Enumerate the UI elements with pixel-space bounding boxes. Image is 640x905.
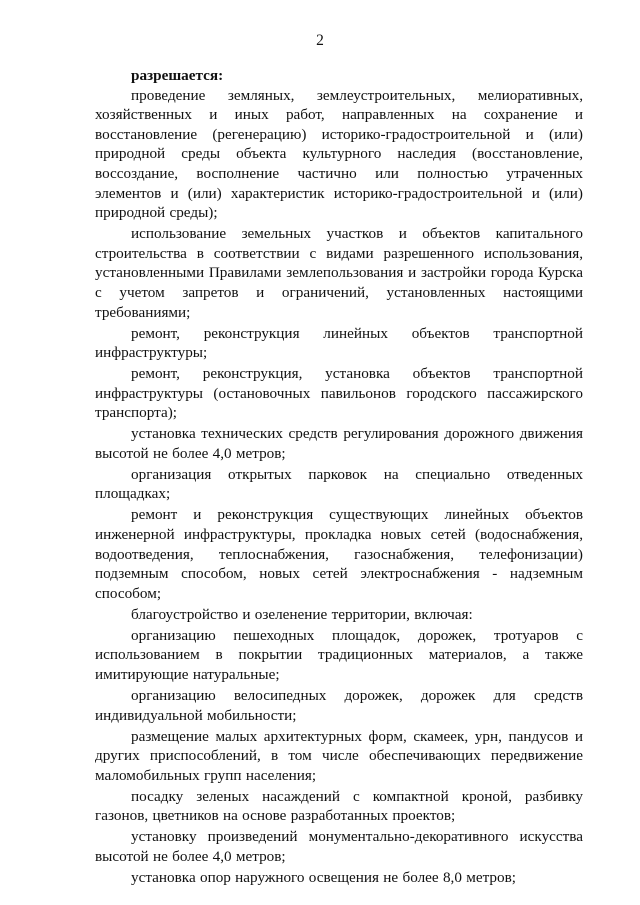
paragraph-lighting-poles: установка опор наружного освещения не более 8,0 метров; [131,868,516,886]
paragraph-open-parking: организация открытых парковок на специально отведенных площадках; [95,465,583,503]
paragraph-monumental-art: установку произведений монументально-декоративного искусства высотой не более 4,0 метров; [95,828,583,865]
document-body [95,66,583,889]
section-heading: разрешается: [131,67,224,84]
paragraph-green-plantings: посадку зеленых насаждений с компактной кроной, разбивку газонов, цветников на основе разработанных проектов; [95,787,583,825]
paragraph-small-architectural-forms: размещение малых архитектурных форм, скамеек, урн, пандусов и других приспособлений, в том числе обеспечивающих передвижение маломобильных групп населения; [95,727,583,784]
paragraph-traffic-control-devices: установка технических средств регулирования дорожного движения высотой не более 4,0 метров; [95,425,583,462]
page-number: 2 [316,32,324,49]
paragraph-landscaping-intro: благоустройство и озеленение территории, включая: [131,605,473,623]
paragraph-bicycle-paths: организацию велосипедных дорожек, дорожек для средств индивидуальной мобильности; [95,686,583,724]
paragraph-transport-pavilions: ремонт, реконструкция, установка объектов транспортной инфраструктуры (остановочных павильонов городского пассажирского транспорта); [95,365,583,422]
paragraph-engineering-networks: ремонт и реконструкция существующих линейных объектов инженерной инфраструктуры, прокладка новых сетей (водоснабжения, водоотведения, теплоснабжения, газоснабжения, телефонизации) подземным способом, новых сетей электроснабжения - надземным способом; [95,506,583,602]
paragraph-linear-transport-repair: ремонт, реконструкция линейных объектов транспортной инфраструктуры; [95,324,583,362]
paragraph-pedestrian-areas: организацию пешеходных площадок, дорожек, тротуаров с использованием в покрытии традиционных материалов, а также имитирующие натуральные; [95,626,583,683]
paragraph-land-use: использование земельных участков и объектов капитального строительства в соответствии с видами разрешенного использования, установленными Правилами землепользования и застройки города Курска с учетом запретов и ограничений, установленных настоящими требованиями; [95,225,583,321]
paragraph-earthworks: проведение земляных, землеустроительных, мелиоративных, хозяйственных и иных работ, направленных на сохранение и восстановление (регенерацию) историко-градостроительной и (или) природной среды объекта культурного наследия (восстановление, воссоздание, восполнение частично или полностью утраченных элементов и (или) характеристик историко-градостроительной и (или) природной среды); [95,86,583,222]
